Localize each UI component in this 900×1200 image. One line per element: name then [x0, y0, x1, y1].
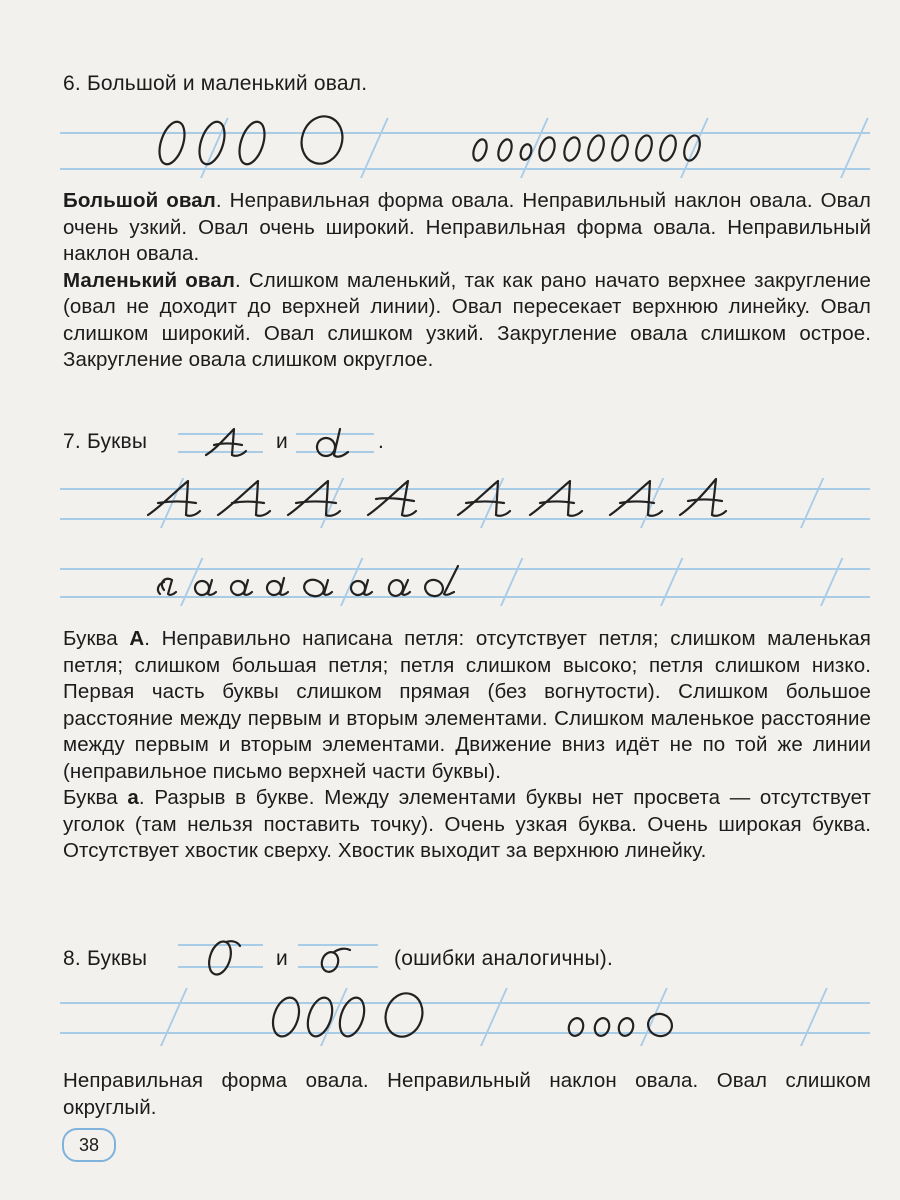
sample-cell-lower-o [298, 938, 378, 978]
section-8-text [63, 1068, 871, 1121]
section-8-heading-and: и [276, 947, 288, 970]
cursive-lower-o-sample [312, 938, 357, 978]
letter-a-upper-errors: . Неправильно написана петля: отсутствует петля; слишком маленькая петля; слишком большая петля; петля слишком высоко; петля слишком низко. Первая часть буквы слишком прямая (без вогнутости). Слишком большое расстояние между первым и вторым элементами. Слишком маленькое расстояние между первым и вторым элементами. Движение вниз идёт не по той же линии (неправильное письмо верхней части буквы). [63, 627, 871, 783]
sample-cell-upper-o [178, 938, 263, 978]
small-oval-errors: . Слишком маленький, так как рано начато верхнее закругление (овал не доходит до верхней линии). Овал пересекает верхнюю линейку. Овал слишком широкий. Овал слишком узкий. Закругление овала слишком острое. Закругление овала слишком округлое. [63, 268, 871, 371]
handwritten-o-row [260, 985, 700, 1045]
section-7-heading-end: . [378, 430, 385, 453]
cursive-upper-o-sample [196, 938, 246, 978]
section-8-heading-prefix: 8. Буквы [63, 947, 148, 970]
cursive-upper-a-sample [198, 425, 253, 461]
sample-cell-lower-a [296, 425, 374, 461]
section-7-heading-prefix: 7. Буквы [63, 430, 148, 453]
letter-a-upper-prefix: Буква [63, 627, 130, 650]
section-6-text [63, 188, 871, 374]
letter-a-lower-errors: . Разрыв в букве. Между элементами буквы нет просвета — отсутствует уголок (там нельзя поставить точку). Очень узкая буква. Очень широкая буква. Отсутствует хвостик сверху. Хвостик выходит за верхнюю линейку. [63, 786, 871, 862]
sample-cell-upper-a [178, 425, 263, 461]
handwritten-lower-a-row [150, 560, 480, 605]
small-oval-label: Маленький овал [63, 268, 235, 292]
letter-o-errors: Неправильная форма овала. Неправильный наклон овала. Овал слишком округлый. [63, 1069, 871, 1119]
cursive-lower-a-sample [310, 425, 360, 461]
section-7-heading-and: и [276, 430, 288, 453]
section-7-text [63, 626, 871, 865]
section-8-heading-note: (ошибки аналогичны). [394, 947, 614, 970]
letter-a-lower-label: а [127, 786, 139, 809]
letter-a-lower-prefix: Буква [63, 786, 128, 809]
section-8-heading [63, 947, 147, 971]
big-oval-label: Большой овал [63, 189, 216, 212]
letter-a-upper-label: А [129, 627, 145, 650]
big-oval-errors: . Неправильная форма овала. Неправильный наклон овала. Овал очень узкий. Овал очень широкий. Неправильная форма овала. Неправильный наклон овала. [63, 189, 871, 265]
handwritten-upper-a-row [140, 475, 740, 525]
handwritten-ovals [150, 110, 750, 175]
section-7-heading [63, 430, 147, 454]
bleed-through-text [230, 30, 234, 48]
section-6-heading: 6. Большой и маленький овал. [63, 72, 368, 95]
page-number-badge: 38 [62, 1128, 116, 1162]
